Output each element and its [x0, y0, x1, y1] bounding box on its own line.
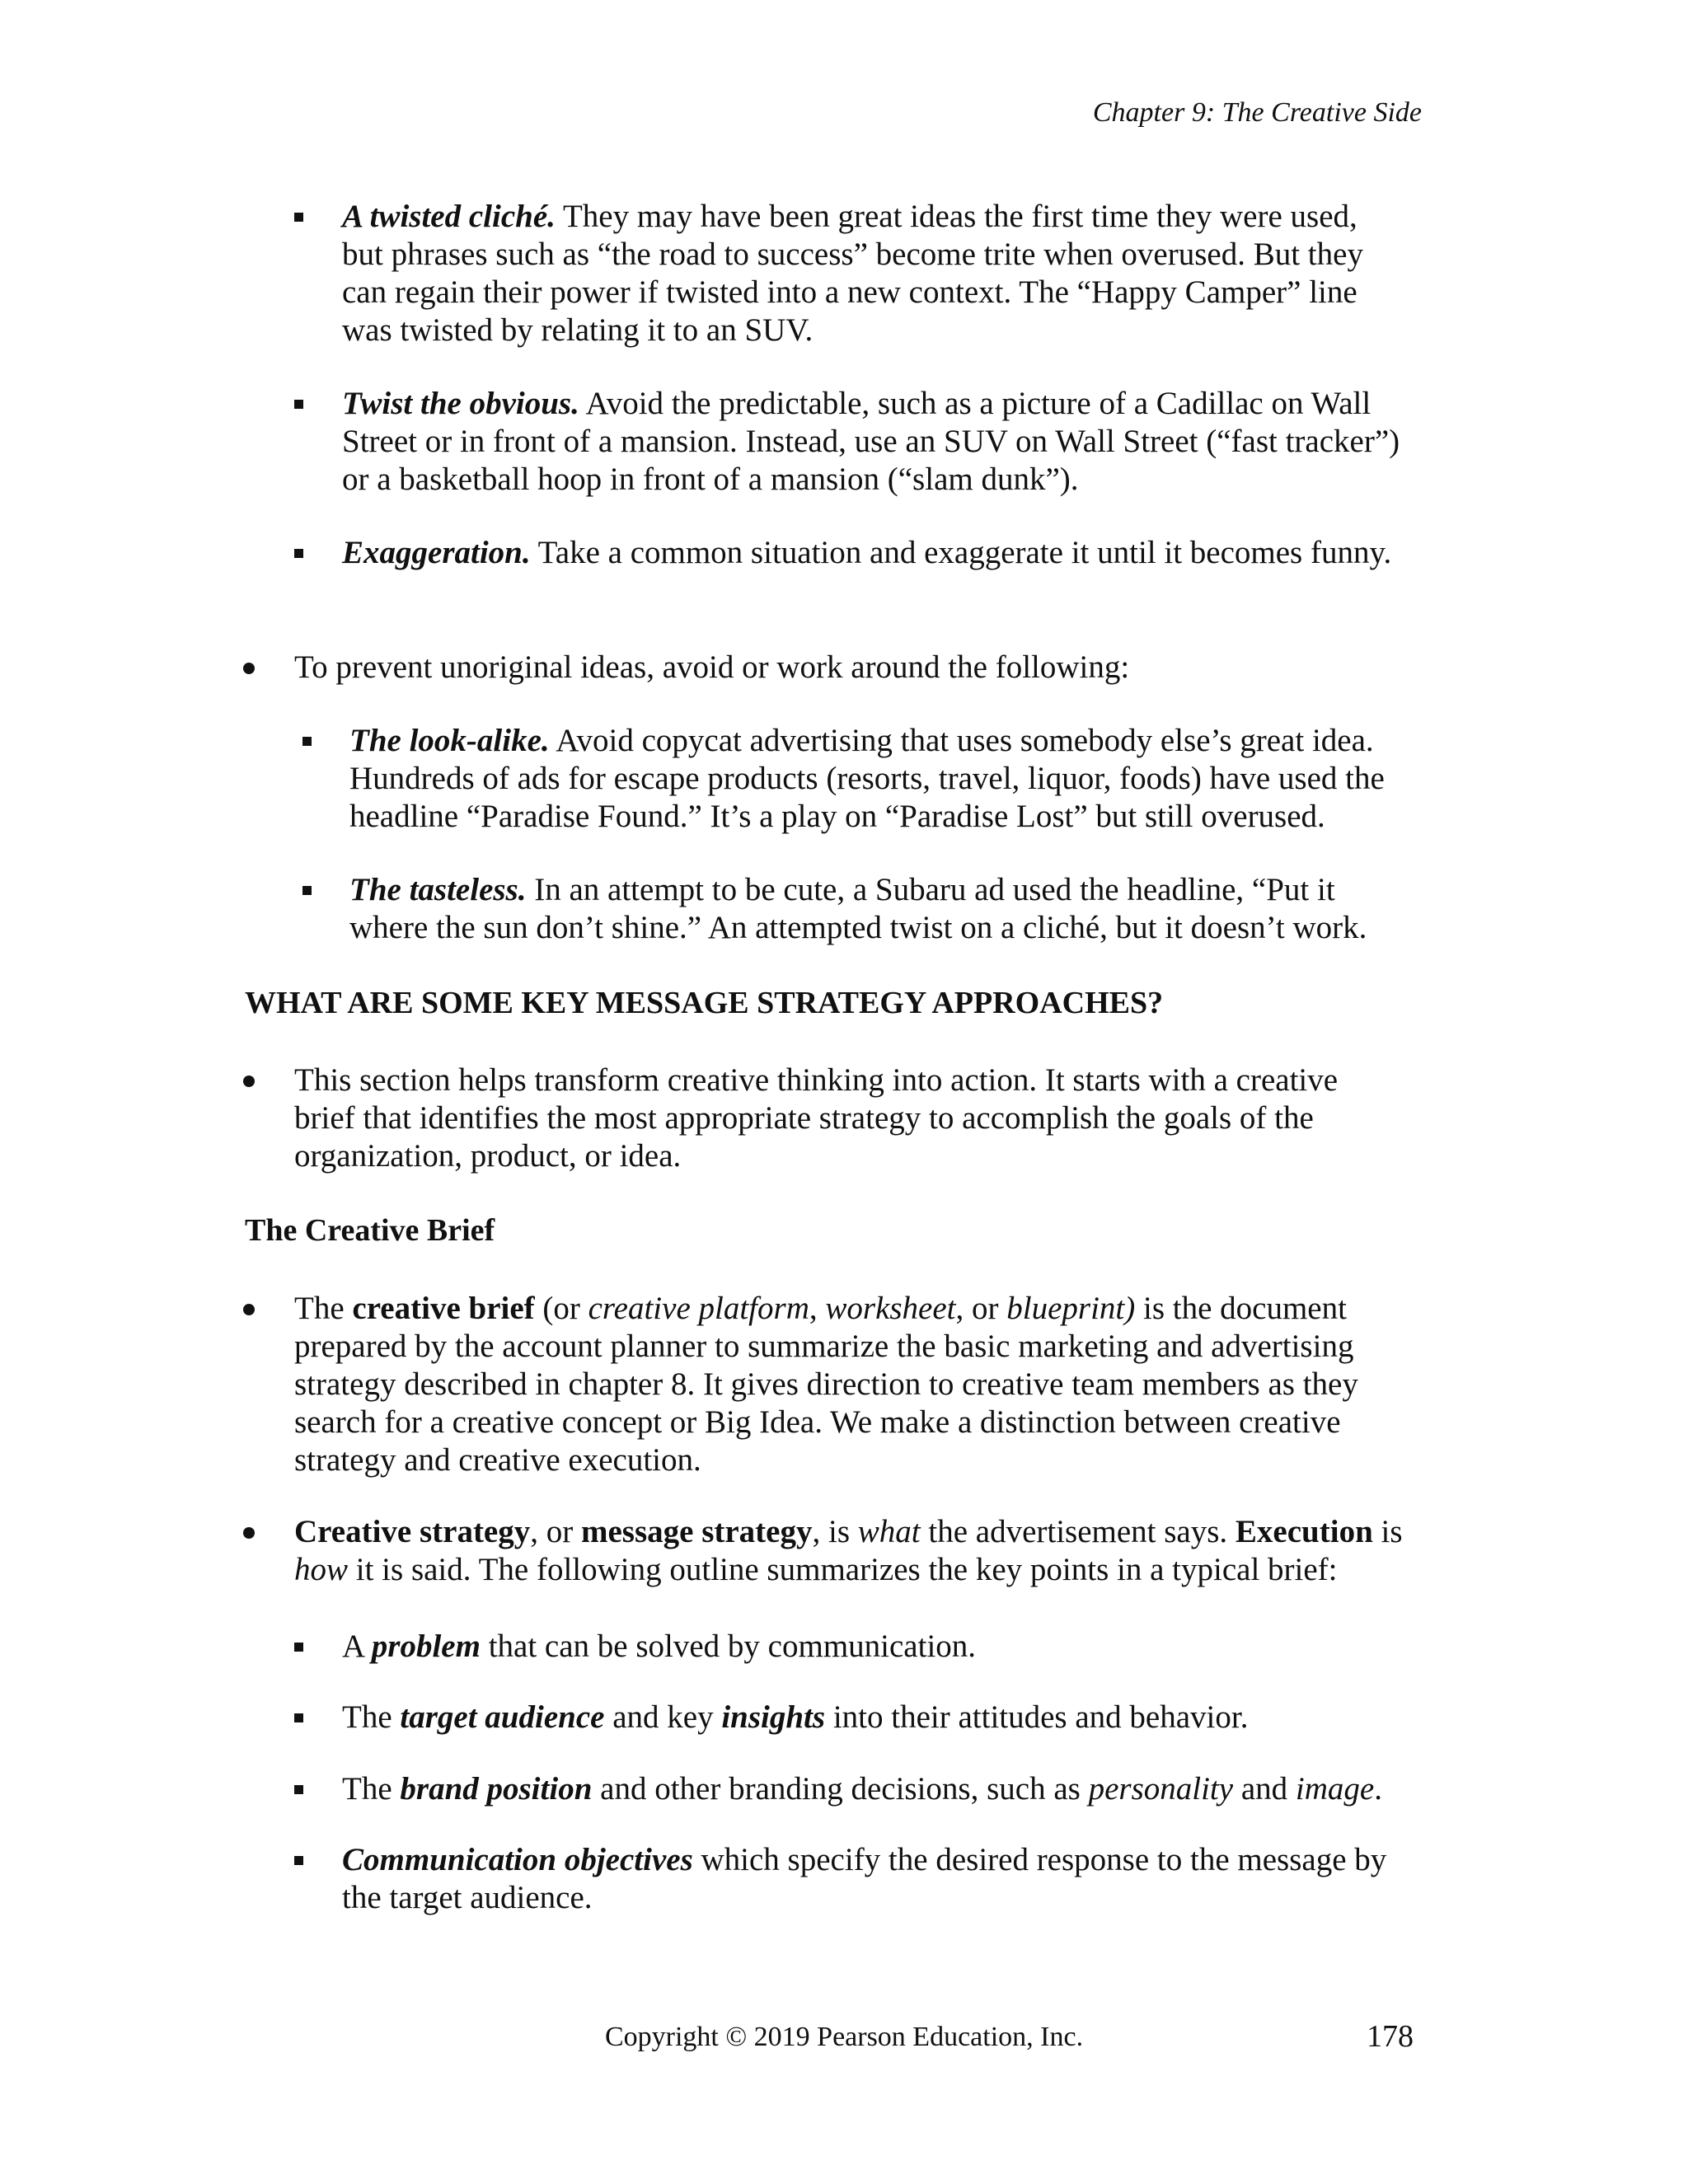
- term-twisted-cliche: A twisted cliché.: [342, 199, 556, 234]
- term-image: image: [1295, 1771, 1375, 1807]
- square-bullet-icon: [294, 213, 303, 222]
- term-insights: insights: [721, 1699, 826, 1735]
- outline-item-problem: [342, 1628, 1405, 1666]
- page-number: 178: [1367, 2019, 1414, 2054]
- text: and key: [604, 1699, 722, 1735]
- term-problem: problem: [371, 1629, 481, 1664]
- text: The: [342, 1771, 401, 1807]
- term-execution: Execution: [1235, 1514, 1373, 1549]
- item-body: Avoid copycat advertising that uses somebody else’s great idea. Hundreds of ads for escape products (resorts, travel, liquor, foods) have used the headline “Paradise Found.” It’s a play on “Paradise Lost” but still overused.: [349, 723, 1385, 834]
- text: .: [1374, 1771, 1382, 1807]
- term-communication-objectives: Communication objectives: [342, 1842, 693, 1877]
- item-body: Avoid the predictable, such as a picture of a Cadillac on Wall Street or in front of a mansion. Instead, use an SUV on Wall Street (“fast tracker”) or a basketball hoop in front of a mansion (“slam dunk”).: [342, 386, 1400, 497]
- text: is the document prepared by the account planner to summarize the basic marketing and advertising strategy described in chapter 8. It gives direction to creative team members as they search for a creative concept or Big Idea. We make a distinction between creative strategy and creative execution.: [294, 1291, 1358, 1478]
- round-bullet-icon: [243, 1304, 255, 1315]
- term-twist-obvious: Twist the obvious.: [342, 386, 579, 421]
- term-creative-brief: creative brief: [352, 1291, 535, 1326]
- text: (or: [534, 1291, 588, 1326]
- list-item-lookalike: [349, 722, 1413, 836]
- text: that can be solved by communication.: [480, 1629, 977, 1664]
- round-bullet-icon: [243, 663, 255, 674]
- term-exaggeration: Exaggeration.: [342, 535, 531, 570]
- square-bullet-icon: [294, 400, 303, 409]
- text: A: [342, 1629, 372, 1664]
- term-worksheet: worksheet: [825, 1291, 956, 1326]
- text: into their attitudes and behavior.: [825, 1699, 1249, 1735]
- running-header: Chapter 9: The Creative Side: [1092, 97, 1422, 128]
- text: The: [294, 1291, 353, 1326]
- list-item-prevent: To prevent unoriginal ideas, avoid or work around the following:: [294, 649, 1130, 685]
- list-item-twisted-cliche: [342, 198, 1405, 349]
- copyright-footer: Copyright © 2019 Pearson Education, Inc.: [604, 2022, 1084, 2052]
- section-intro: This section helps transform creative thinking into action. It starts with a creative brief that identifies the most appropriate strategy to accomplish the goals of the organization, product, or idea.: [294, 1062, 1339, 1174]
- text: the advertisement says.: [920, 1514, 1236, 1549]
- square-bullet-icon: [294, 1643, 303, 1652]
- text: and: [1233, 1771, 1296, 1807]
- square-bullet-icon: [294, 1713, 303, 1722]
- text: , or: [955, 1291, 1007, 1326]
- item-body: Take a common situation and exaggerate it until it becomes funny.: [530, 535, 1392, 570]
- list-item-tasteless: [349, 871, 1413, 947]
- text: it is said. The following outline summarizes the key points in a typical brief:: [348, 1552, 1338, 1587]
- text: ,: [809, 1291, 826, 1326]
- creative-strategy-paragraph: [294, 1513, 1423, 1589]
- square-bullet-icon: [294, 1785, 303, 1794]
- square-bullet-icon: [302, 737, 312, 746]
- square-bullet-icon: [302, 886, 312, 895]
- term-creative-strategy: Creative strategy: [294, 1514, 531, 1549]
- text: The: [342, 1699, 401, 1735]
- term-creative-platform: creative platform: [588, 1291, 809, 1326]
- emphasis-what: what: [857, 1514, 921, 1549]
- creative-brief-definition: [294, 1290, 1390, 1479]
- text: , or: [530, 1514, 581, 1549]
- item-body: In an attempt to be cute, a Subaru ad used the headline, “Put it where the sun don’t shine.” An attempted twist on a cliché, but it doesn’t work.: [349, 872, 1367, 945]
- square-bullet-icon: [294, 549, 303, 558]
- text: is: [1372, 1514, 1403, 1549]
- outline-item-objectives: [342, 1841, 1422, 1917]
- round-bullet-icon: [243, 1527, 255, 1539]
- section-heading: WHAT ARE SOME KEY MESSAGE STRATEGY APPROACHES?: [245, 986, 1164, 1020]
- term-message-strategy: message strategy: [581, 1514, 813, 1549]
- text: which specify the desired response to the message by the target audience.: [342, 1842, 1387, 1915]
- term-brand-position: brand position: [400, 1771, 593, 1807]
- list-item-twist-obvious: [342, 385, 1405, 499]
- term-tasteless: The tasteless.: [349, 872, 527, 907]
- outline-item-audience: [342, 1699, 1405, 1736]
- round-bullet-icon: [243, 1076, 255, 1087]
- text: , is: [812, 1514, 858, 1549]
- term-lookalike: The look-alike.: [349, 723, 550, 758]
- term-target-audience: target audience: [400, 1699, 605, 1735]
- subsection-heading: The Creative Brief: [245, 1213, 495, 1248]
- list-item-exaggeration: [342, 534, 1405, 572]
- outline-item-brand: [342, 1770, 1422, 1808]
- square-bullet-icon: [294, 1856, 303, 1865]
- term-blueprint: blueprint): [1006, 1291, 1136, 1326]
- term-personality: personality: [1088, 1771, 1234, 1807]
- text: and other branding decisions, such as: [592, 1771, 1089, 1807]
- item-body: They may have been great ideas the first time they were used, but phrases such as “the road to success” become trite when overused. But they can regain their power if twisted into a new context. The “Happy Camper” line was twisted by relating it to an SUV.: [342, 199, 1363, 348]
- emphasis-how: how: [294, 1552, 349, 1587]
